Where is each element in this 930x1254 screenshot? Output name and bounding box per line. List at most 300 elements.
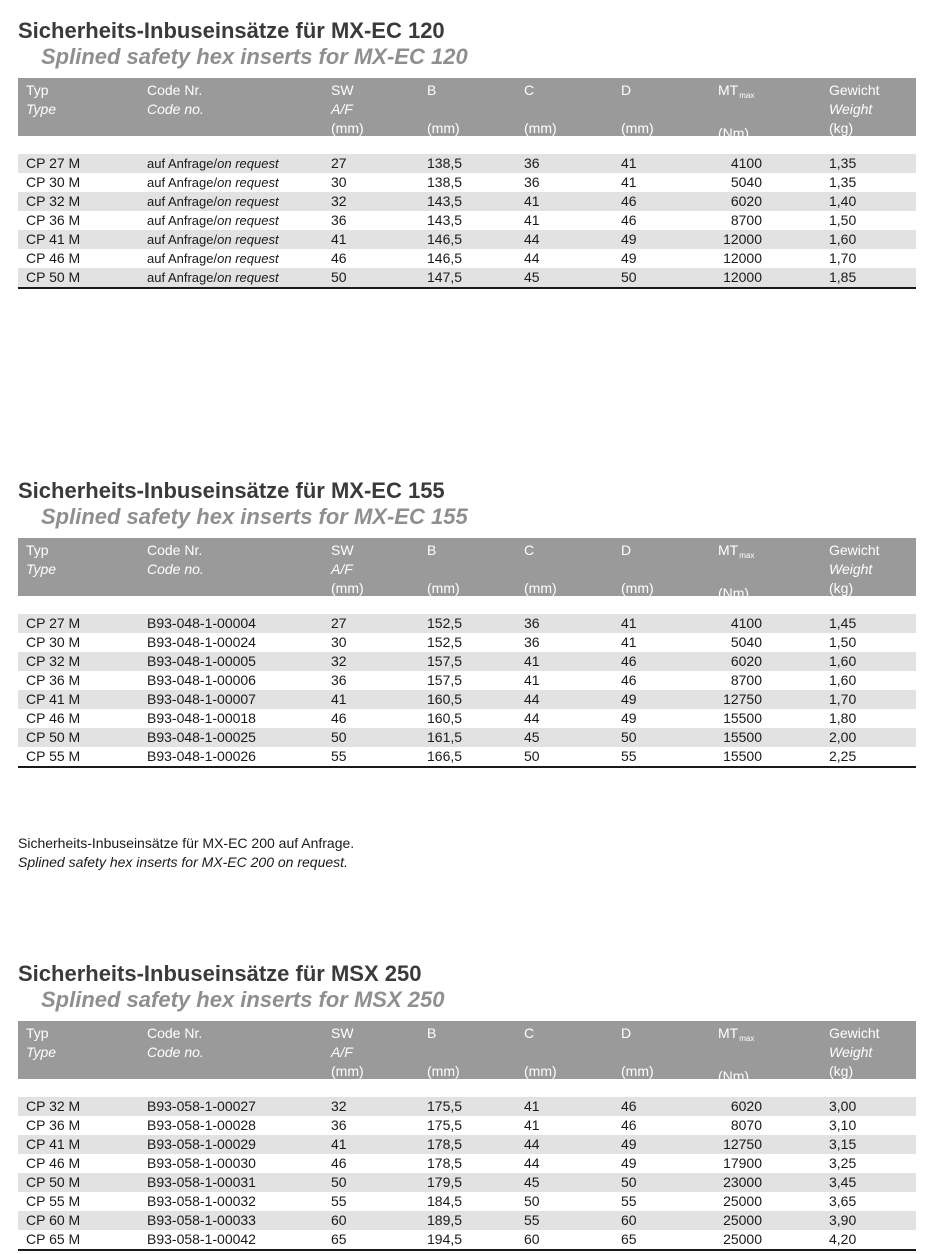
cell-code-de: auf Anfrage/: [147, 251, 218, 266]
cell-d: 41: [621, 634, 637, 650]
header-mt-sub: max: [739, 91, 755, 100]
header-mt-line: [718, 541, 754, 565]
header-c-unit: (mm): [524, 1063, 557, 1079]
cell-code: B93-058-1-00027: [147, 1098, 256, 1114]
cell-mt: 12000: [723, 250, 762, 266]
header-mt-line: [718, 1024, 754, 1048]
header-typ-en: Type: [26, 101, 57, 117]
cell-mt: 12750: [723, 691, 762, 707]
header-mt: [718, 541, 754, 603]
header-c: [524, 81, 557, 138]
cell-typ: CP 50 M: [26, 729, 81, 745]
header-typ-en: Type: [26, 561, 57, 577]
header-b: [427, 81, 460, 138]
cell-weight: 1,60: [829, 653, 857, 669]
cell-code: B93-058-1-00029: [147, 1136, 256, 1152]
cell-code-en: on request: [217, 251, 279, 266]
header-weight-line: [829, 81, 880, 100]
header-weight-en: Weight: [829, 1044, 873, 1060]
section-mx-ec-155: [18, 478, 916, 768]
cell-sw: 36: [331, 1117, 347, 1133]
header-c-label: C: [524, 542, 535, 558]
header-b-line: [427, 1024, 460, 1043]
header-weight-de: Gewicht: [829, 542, 880, 558]
header-sw-de: SW: [331, 82, 354, 98]
header-typ-line: [26, 541, 56, 560]
cell-weight: 1,60: [829, 231, 857, 247]
table-row: [18, 671, 916, 690]
table-row: [18, 1154, 916, 1173]
table-bottom-rule: [18, 766, 916, 768]
cell-code: B93-048-1-00007: [147, 691, 256, 707]
header-typ-line: [26, 560, 56, 579]
header-sw-en: A/F: [331, 1044, 353, 1060]
header-typ-de: Typ: [26, 542, 49, 558]
header-code: [147, 1024, 204, 1062]
header-c: [524, 1024, 557, 1081]
header-mt-unit: (Nm): [718, 1068, 750, 1084]
section-title-en: Splined safety hex inserts for MX-EC 120: [41, 44, 468, 69]
header-b-label: B: [427, 1025, 437, 1041]
cell-mt: 4100: [730, 155, 762, 171]
cell-d: 49: [621, 1155, 637, 1171]
cell-sw: 27: [331, 155, 347, 171]
cell-c: 50: [524, 748, 540, 764]
header-d-unit: (mm): [621, 1063, 654, 1079]
cell-code: B93-048-1-00018: [147, 710, 256, 726]
header-b-unit: (mm): [427, 120, 460, 136]
cell-typ: CP 50 M: [26, 269, 81, 285]
header-c: [524, 541, 557, 598]
cell-b: 179,5: [427, 1174, 463, 1190]
section-title-de: Sicherheits-Inbuseinsätze für MX-EC 120: [18, 18, 445, 43]
table-row: [18, 268, 916, 287]
cell-weight: 1,60: [829, 672, 857, 688]
header-b: [427, 1024, 460, 1081]
header-weight-line: [829, 1024, 880, 1043]
header-weight-line: [829, 579, 880, 598]
cell-code: B93-048-1-00004: [147, 615, 256, 631]
cell-c: 36: [524, 174, 540, 190]
cell-b: 175,5: [427, 1117, 463, 1133]
cell-typ: CP 41 M: [26, 1136, 81, 1152]
header-code-en: Code no.: [147, 561, 204, 577]
cell-code: B93-058-1-00030: [147, 1155, 256, 1171]
cell-typ: CP 32 M: [26, 193, 81, 209]
table-row: [18, 211, 916, 230]
header-c-label: C: [524, 82, 535, 98]
cell-sw: 30: [331, 174, 347, 190]
table-spacer: [18, 1079, 916, 1097]
note-en: Splined safety hex inserts for MX-EC 200 on request.: [18, 854, 348, 870]
cell-sw: 32: [331, 1098, 347, 1114]
header-b-label: B: [427, 82, 437, 98]
header-code-en: Code no.: [147, 1044, 204, 1060]
cell-typ: CP 36 M: [26, 212, 81, 228]
cell-weight: 3,25: [829, 1155, 857, 1171]
cell-typ: CP 30 M: [26, 174, 81, 190]
cell-d: 50: [621, 729, 637, 745]
cell-typ: CP 36 M: [26, 672, 81, 688]
section-mx-ec-120: [18, 18, 916, 289]
header-code-line: [147, 1024, 204, 1043]
cell-c: 60: [524, 1231, 540, 1247]
header-typ-de: Typ: [26, 1025, 49, 1041]
header-sw-unit: (mm): [331, 580, 364, 596]
cell-code: B93-058-1-00033: [147, 1212, 256, 1228]
cell-weight: 1,35: [829, 155, 857, 171]
cell-weight: 4,20: [829, 1231, 857, 1247]
cell-code-de: auf Anfrage/: [147, 270, 218, 285]
cell-mt: 12000: [723, 231, 762, 247]
table-row: [18, 728, 916, 747]
header-c-line: [524, 1024, 557, 1043]
cell-code-en: on request: [217, 156, 279, 171]
cell-d: 50: [621, 1174, 637, 1190]
header-weight-unit: (kg): [829, 1063, 854, 1079]
cell-mt: 15500: [723, 729, 762, 745]
header-typ: [26, 541, 56, 579]
table-row: [18, 1135, 916, 1154]
cell-c: 50: [524, 1193, 540, 1209]
cell-code: B93-048-1-00024: [147, 634, 256, 650]
cell-b: 178,5: [427, 1136, 463, 1152]
header-b-line: [427, 541, 460, 560]
table-row: [18, 614, 916, 633]
section-title-de: Sicherheits-Inbuseinsätze für MSX 250: [18, 961, 422, 986]
cell-d: 41: [621, 615, 637, 631]
cell-b: 184,5: [427, 1193, 463, 1209]
cell-b: 143,5: [427, 193, 463, 209]
header-b-line: [427, 100, 460, 119]
cell-mt: 6020: [730, 193, 762, 209]
header-code-line: [147, 560, 204, 579]
header-d: [621, 81, 654, 138]
table-row: [18, 652, 916, 671]
table-body: [18, 614, 916, 766]
table-row: [18, 154, 916, 173]
header-weight: [829, 1024, 880, 1081]
cell-b: 138,5: [427, 174, 463, 190]
header-code-de: Code Nr.: [147, 1025, 203, 1041]
cell-code: B93-048-1-00005: [147, 653, 256, 669]
cell-b: 160,5: [427, 710, 463, 726]
table-header: [18, 1021, 916, 1084]
request-note: [18, 834, 354, 872]
header-c-line: [524, 1062, 557, 1081]
cell-b: 146,5: [427, 250, 463, 266]
cell-typ: CP 50 M: [26, 1174, 81, 1190]
header-d-line: [621, 1043, 654, 1062]
header-b-label: B: [427, 542, 437, 558]
cell-mt: 6020: [730, 1098, 762, 1114]
section-title-en: Splined safety hex inserts for MSX 250: [41, 987, 445, 1012]
header-code: [147, 541, 204, 579]
table-bottom-rule: [18, 287, 916, 289]
cell-weight: 2,25: [829, 748, 857, 764]
cell-mt: 6020: [730, 653, 762, 669]
cell-code: [147, 211, 279, 230]
cell-typ: CP 46 M: [26, 250, 81, 266]
header-d-line: [621, 119, 654, 138]
cell-sw: 60: [331, 1212, 347, 1228]
cell-mt: 15500: [723, 748, 762, 764]
cell-sw: 30: [331, 634, 347, 650]
header-weight-line: [829, 560, 880, 579]
cell-d: 49: [621, 250, 637, 266]
cell-typ: CP 60 M: [26, 1212, 81, 1228]
cell-d: 50: [621, 269, 637, 285]
cell-d: 55: [621, 748, 637, 764]
header-b-line: [427, 1043, 460, 1062]
cell-weight: 1,80: [829, 710, 857, 726]
header-d-line: [621, 579, 654, 598]
cell-code-en: on request: [217, 232, 279, 247]
header-code-de: Code Nr.: [147, 82, 203, 98]
cell-typ: CP 36 M: [26, 1117, 81, 1133]
cell-c: 41: [524, 672, 540, 688]
cell-weight: 1,40: [829, 193, 857, 209]
header-c-line: [524, 541, 557, 560]
cell-typ: CP 27 M: [26, 155, 81, 171]
cell-d: 41: [621, 174, 637, 190]
header-weight-de: Gewicht: [829, 82, 880, 98]
header-c-label: C: [524, 1025, 535, 1041]
cell-mt: 5040: [730, 634, 762, 650]
cell-code: [147, 173, 279, 192]
table-header: [18, 78, 916, 141]
cell-d: 46: [621, 212, 637, 228]
cell-code: [147, 249, 279, 268]
header-c-line: [524, 560, 557, 579]
header-code-line: [147, 81, 204, 100]
header-b-unit: (mm): [427, 580, 460, 596]
header-sw-line: [331, 100, 364, 119]
header-mt-sub: max: [739, 551, 755, 560]
section-title-de: Sicherheits-Inbuseinsätze für MX-EC 155: [18, 478, 445, 503]
cell-code-en: on request: [217, 175, 279, 190]
header-mt-line: [718, 584, 754, 603]
cell-weight: 1,50: [829, 212, 857, 228]
cell-d: 55: [621, 1193, 637, 1209]
header-d-label: D: [621, 1025, 632, 1041]
cell-sw: 46: [331, 250, 347, 266]
header-typ-line: [26, 1024, 56, 1043]
cell-code: B93-048-1-00026: [147, 748, 256, 764]
cell-b: 138,5: [427, 155, 463, 171]
cell-mt: 25000: [723, 1231, 762, 1247]
cell-code: B93-058-1-00042: [147, 1231, 256, 1247]
header-mt-line: [718, 124, 754, 143]
header-sw-line: [331, 119, 364, 138]
cell-d: 46: [621, 193, 637, 209]
header-mt-line: [718, 1067, 754, 1086]
cell-code: B93-058-1-00031: [147, 1174, 256, 1190]
table-row: [18, 173, 916, 192]
cell-typ: CP 65 M: [26, 1231, 81, 1247]
header-b-unit: (mm): [427, 1063, 460, 1079]
table-spacer: [18, 596, 916, 614]
cell-code: B93-058-1-00032: [147, 1193, 256, 1209]
cell-d: 49: [621, 1136, 637, 1152]
header-b-line: [427, 1062, 460, 1081]
header-sw-de: SW: [331, 1025, 354, 1041]
header-typ: [26, 81, 56, 119]
header-mt: [718, 1024, 754, 1086]
table-row: [18, 249, 916, 268]
cell-c: 44: [524, 1155, 540, 1171]
header-mt-sub: max: [739, 1034, 755, 1043]
cell-c: 44: [524, 710, 540, 726]
table-header: [18, 538, 916, 601]
header-sw-en: A/F: [331, 561, 353, 577]
header-code-de: Code Nr.: [147, 542, 203, 558]
cell-weight: 1,85: [829, 269, 857, 285]
cell-mt: 12000: [723, 269, 762, 285]
cell-b: 194,5: [427, 1231, 463, 1247]
cell-weight: 1,45: [829, 615, 857, 631]
header-d-label: D: [621, 82, 632, 98]
cell-b: 157,5: [427, 672, 463, 688]
cell-b: 152,5: [427, 634, 463, 650]
header-weight-line: [829, 541, 880, 560]
cell-mt: 5040: [730, 174, 762, 190]
cell-sw: 27: [331, 615, 347, 631]
header-weight-unit: (kg): [829, 580, 854, 596]
cell-mt: 8070: [730, 1117, 762, 1133]
header-b-line: [427, 579, 460, 598]
header-code-line: [147, 541, 204, 560]
header-c-unit: (mm): [524, 580, 557, 596]
cell-typ: CP 27 M: [26, 615, 81, 631]
header-d: [621, 541, 654, 598]
cell-code-de: auf Anfrage/: [147, 213, 218, 228]
cell-code: B93-048-1-00006: [147, 672, 256, 688]
cell-typ: CP 41 M: [26, 691, 81, 707]
cell-c: 55: [524, 1212, 540, 1228]
header-mt: [718, 81, 754, 143]
cell-mt: 8700: [730, 672, 762, 688]
note-de: Sicherheits-Inbuseinsätze für MX-EC 200 auf Anfrage.: [18, 835, 355, 851]
header-mt-label: MT: [718, 542, 739, 558]
cell-d: 60: [621, 1212, 637, 1228]
cell-sw: 55: [331, 1193, 347, 1209]
cell-d: 49: [621, 691, 637, 707]
header-weight: [829, 541, 880, 598]
header-sw-en: A/F: [331, 101, 353, 117]
cell-typ: CP 46 M: [26, 710, 81, 726]
header-b-line: [427, 119, 460, 138]
cell-d: 46: [621, 653, 637, 669]
header-d-label: D: [621, 542, 632, 558]
cell-c: 36: [524, 634, 540, 650]
cell-code-de: auf Anfrage/: [147, 175, 218, 190]
cell-mt: 25000: [723, 1193, 762, 1209]
cell-code: [147, 192, 279, 211]
header-typ-en: Type: [26, 1044, 57, 1060]
header-d-unit: (mm): [621, 120, 654, 136]
cell-d: 46: [621, 1117, 637, 1133]
table-row: [18, 747, 916, 766]
cell-sw: 50: [331, 729, 347, 745]
header-weight-en: Weight: [829, 561, 873, 577]
cell-c: 41: [524, 1117, 540, 1133]
cell-sw: 32: [331, 653, 347, 669]
header-sw: [331, 1024, 364, 1081]
cell-mt: 15500: [723, 710, 762, 726]
cell-code-en: on request: [217, 194, 279, 209]
header-c-line: [524, 100, 557, 119]
header-typ: [26, 1024, 56, 1062]
cell-weight: 1,35: [829, 174, 857, 190]
table-row: [18, 1097, 916, 1116]
header-typ-line: [26, 100, 56, 119]
cell-d: 49: [621, 231, 637, 247]
cell-weight: 3,15: [829, 1136, 857, 1152]
cell-typ: CP 32 M: [26, 653, 81, 669]
cell-c: 41: [524, 212, 540, 228]
cell-c: 45: [524, 1174, 540, 1190]
cell-b: 146,5: [427, 231, 463, 247]
header-d-line: [621, 560, 654, 579]
cell-sw: 46: [331, 710, 347, 726]
table-row: [18, 1230, 916, 1249]
header-sw-line: [331, 81, 364, 100]
table-row: [18, 230, 916, 249]
cell-mt: 25000: [723, 1212, 762, 1228]
cell-b: 166,5: [427, 748, 463, 764]
header-sw-line: [331, 1043, 364, 1062]
table-bottom-rule: [18, 1249, 916, 1251]
header-b-line: [427, 81, 460, 100]
table-row: [18, 709, 916, 728]
header-sw: [331, 81, 364, 138]
cell-code-de: auf Anfrage/: [147, 194, 218, 209]
header-sw-de: SW: [331, 542, 354, 558]
cell-code: [147, 154, 279, 173]
header-sw-line: [331, 1024, 364, 1043]
header-weight-line: [829, 1062, 880, 1081]
cell-typ: CP 55 M: [26, 748, 81, 764]
cell-code: [147, 268, 279, 287]
header-d-line: [621, 1024, 654, 1043]
header-mt-line: [718, 105, 754, 124]
cell-c: 44: [524, 250, 540, 266]
table-body: [18, 154, 916, 287]
cell-sw: 46: [331, 1155, 347, 1171]
cell-weight: 3,65: [829, 1193, 857, 1209]
header-d: [621, 1024, 654, 1081]
header-sw: [331, 541, 364, 598]
header-weight-line: [829, 119, 880, 138]
header-weight: [829, 81, 880, 138]
cell-code-en: on request: [217, 270, 279, 285]
cell-weight: 3,90: [829, 1212, 857, 1228]
cell-c: 41: [524, 1098, 540, 1114]
header-d-line: [621, 100, 654, 119]
cell-typ: CP 46 M: [26, 1155, 81, 1171]
cell-sw: 50: [331, 1174, 347, 1190]
cell-sw: 41: [331, 691, 347, 707]
header-code: [147, 81, 204, 119]
header-c-unit: (mm): [524, 120, 557, 136]
header-d-line: [621, 1062, 654, 1081]
table-row: [18, 1211, 916, 1230]
cell-mt: 8700: [730, 212, 762, 228]
header-b: [427, 541, 460, 598]
cell-code: [147, 230, 279, 249]
cell-c: 45: [524, 269, 540, 285]
